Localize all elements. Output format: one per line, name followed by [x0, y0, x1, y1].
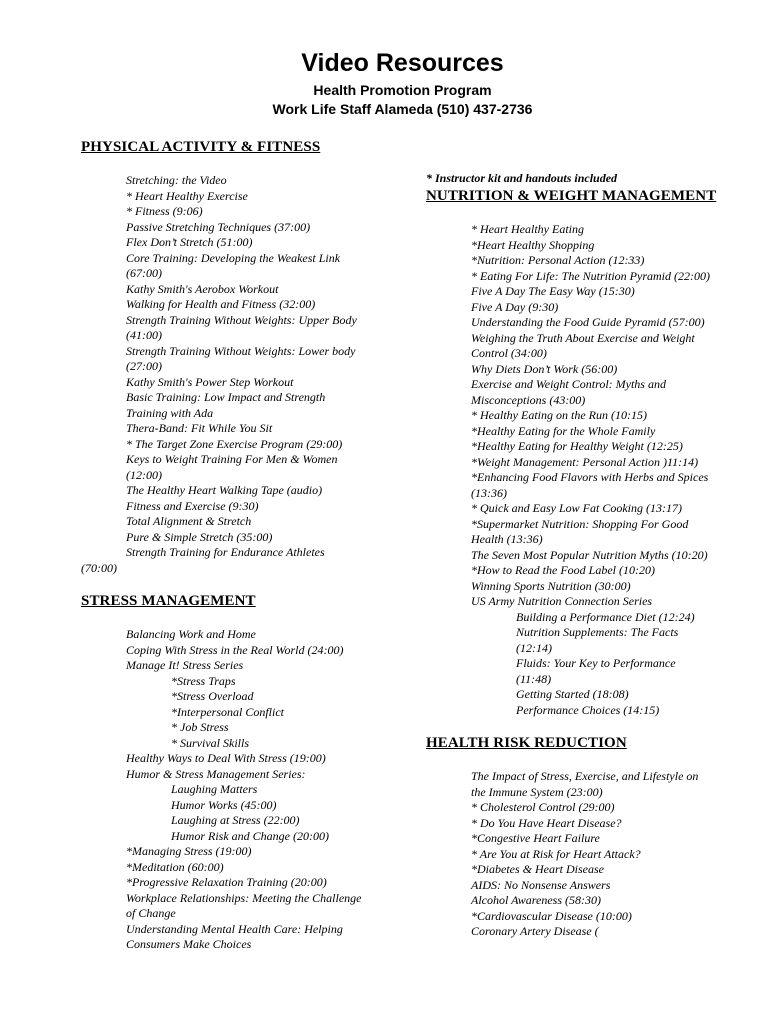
list-item: Laughing at Stress (22:00): [171, 813, 300, 827]
list-item: Building a Performance Diet (12:24): [516, 609, 695, 624]
heading-nutrition-weight: NUTRITION & WEIGHT MANAGEMENT: [426, 188, 717, 204]
list-item: * Heart Healthy Eating: [471, 222, 584, 236]
heading-health-risk: HEALTH RISK REDUCTION: [426, 735, 627, 751]
list-item: Basic Training: Low Impact and Strength: [126, 390, 326, 404]
nutrition-list: [471, 222, 710, 718]
list-item: Laughing Matters: [171, 782, 258, 796]
list-item: (13:36): [471, 485, 507, 500]
list-item: Why Diets Don’t Work (56:00): [471, 361, 618, 376]
list-item: Total Alignment & Stretch: [126, 514, 252, 528]
list-item: *Supermarket Nutrition: Shopping For Good: [471, 516, 689, 531]
list-item: Humor Works (45:00): [171, 797, 277, 812]
list-item: *Stress Overload: [171, 689, 254, 703]
list-item: Stretching: the Video: [126, 173, 227, 187]
list-item: Healthy Ways to Deal With Stress (19:00): [126, 751, 326, 765]
page-subtitle: Health Promotion Program: [313, 82, 492, 98]
list-item: *Congestive Heart Failure: [471, 831, 600, 845]
list-item: of Change: [126, 906, 176, 920]
list-item: Walking for Health and Fitness (32:00): [126, 297, 316, 311]
heading-stress-management: STRESS MANAGEMENT: [81, 593, 256, 609]
list-item: *Diabetes & Heart Disease: [471, 862, 604, 876]
list-item: Workplace Relationships: Meeting the Challenge: [126, 890, 362, 905]
list-item: *Interpersonal Conflict: [171, 704, 284, 719]
list-item: Consumers Make Choices: [126, 937, 252, 951]
list-item: *Healthy Eating for the Whole Family: [471, 423, 656, 438]
list-item: (27:00): [126, 359, 162, 373]
list-item: *Progressive Relaxation Training (20:00): [126, 875, 327, 889]
page-title: Video Resources: [301, 49, 504, 77]
list-item: Flex Don’t Stretch (51:00): [126, 235, 253, 249]
list-item: * Healthy Eating on the Run (10:15): [471, 408, 647, 422]
stress-management-list: [126, 627, 362, 953]
list-item: Strength Training for Endurance Athletes: [126, 545, 325, 559]
list-item: Passive Stretching Techniques (37:00): [126, 219, 311, 234]
contact-line: Work Life Staff Alameda (510) 437-2736: [272, 101, 533, 117]
list-item: Five A Day The Easy Way (15:30): [471, 284, 635, 298]
list-item: (12:00): [126, 467, 162, 482]
list-item: *Meditation (60:00): [126, 859, 224, 874]
list-item: Health (13:36): [471, 532, 543, 546]
list-item: * Eating For Life: The Nutrition Pyramid (22:00): [471, 268, 710, 283]
list-item: Strength Training Without Weights: Upper Body: [126, 312, 357, 327]
list-item: Alcohol Awareness (58:30): [471, 893, 601, 907]
list-item: Understanding Mental Health Care: Helping: [126, 921, 343, 936]
list-item: Training with Ada: [126, 405, 214, 420]
physical-activity-list: [126, 173, 357, 561]
list-item: * Quick and Easy Low Fat Cooking (13:17): [471, 501, 682, 515]
list-item: (67:00): [126, 266, 162, 280]
list-item: Performance Choices (14:15): [516, 702, 660, 717]
list-item: Winning Sports Nutrition (30:00): [471, 578, 631, 593]
list-item: *How to Read the Food Label (10:20): [471, 563, 655, 577]
list-item: Weighing the Truth About Exercise and Weight: [471, 330, 695, 345]
list-item: Coronary Artery Disease (: [471, 924, 599, 938]
list-item: *Enhancing Food Flavors with Herbs and Spices: [471, 470, 709, 484]
list-item: * The Target Zone Exercise Program (29:00): [126, 436, 343, 451]
list-item: Getting Started (18:08): [516, 687, 629, 701]
list-item: Kathy Smith's Power Step Workout: [126, 374, 294, 389]
health-risk-list: [471, 769, 698, 940]
list-item: * Job Stress: [171, 720, 229, 734]
list-item: *Stress Traps: [171, 673, 236, 688]
list-item: Fitness and Exercise (9:30): [126, 498, 259, 513]
list-item: Keys to Weight Training For Men & Women: [126, 452, 338, 466]
list-item: Core Training: Developing the Weakest Link: [126, 250, 341, 265]
list-item: The Impact of Stress, Exercise, and Lifestyle on: [471, 769, 699, 783]
list-item: Control (34:00): [471, 346, 547, 360]
list-item: Fluids: Your Key to Performance: [516, 656, 676, 670]
list-item: * Fitness (9:06): [126, 204, 203, 218]
instructor-kit-note: * Instructor kit and handouts included: [426, 171, 618, 185]
list-item: *Cardiovascular Disease (10:00): [471, 908, 632, 923]
list-item: *Weight Management: Personal Action )11:14): [471, 454, 699, 469]
list-item: Humor & Stress Management Series:: [126, 766, 306, 781]
list-item: *Healthy Eating for Healthy Weight (12:25): [471, 439, 683, 453]
list-item: Five A Day (9:30): [471, 299, 559, 314]
list-item: US Army Nutrition Connection Series: [471, 594, 653, 608]
list-item: Thera-Band: Fit While You Sit: [126, 421, 273, 435]
list-item: *Nutrition: Personal Action (12:33): [471, 253, 645, 267]
list-item: Understanding the Food Guide Pyramid (57:00): [471, 315, 705, 329]
list-item: * Heart Healthy Exercise: [126, 188, 248, 203]
list-item: * Do You Have Heart Disease?: [471, 815, 622, 830]
list-item: Strength Training Without Weights: Lower body: [126, 343, 356, 358]
list-item: Misconceptions (43:00): [471, 392, 586, 407]
list-item: The Seven Most Popular Nutrition Myths (10:20): [471, 547, 708, 562]
list-item: * Cholesterol Control (29:00): [471, 800, 615, 814]
list-item: (12:14): [516, 640, 552, 655]
list-item: Humor Risk and Change (20:00): [171, 828, 329, 843]
list-item: The Healthy Heart Walking Tape (audio): [126, 483, 323, 497]
list-item: (11:48): [516, 671, 552, 686]
physical-trailing-duration: (70:00): [81, 561, 117, 575]
list-item: Balancing Work and Home: [126, 627, 256, 641]
list-item: *Managing Stress (19:00): [126, 844, 252, 858]
list-item: *Heart Healthy Shopping: [471, 237, 595, 252]
list-item: AIDS: No Nonsense Answers: [471, 877, 611, 892]
list-item: * Survival Skills: [171, 735, 249, 750]
list-item: (41:00): [126, 328, 162, 342]
list-item: Manage It! Stress Series: [126, 658, 244, 672]
list-item: * Are You at Risk for Heart Attack?: [471, 846, 641, 861]
list-item: Nutrition Supplements: The Facts: [516, 625, 679, 639]
list-item: Kathy Smith's Aerobox Workout: [126, 281, 279, 296]
list-item: the Immune System (23:00): [471, 784, 603, 799]
list-item: Coping With Stress in the Real World (24:00): [126, 642, 344, 657]
list-item: Exercise and Weight Control: Myths and: [471, 377, 666, 391]
list-item: Pure & Simple Stretch (35:00): [126, 529, 273, 544]
heading-physical-activity: PHYSICAL ACTIVITY & FITNESS: [81, 139, 321, 155]
